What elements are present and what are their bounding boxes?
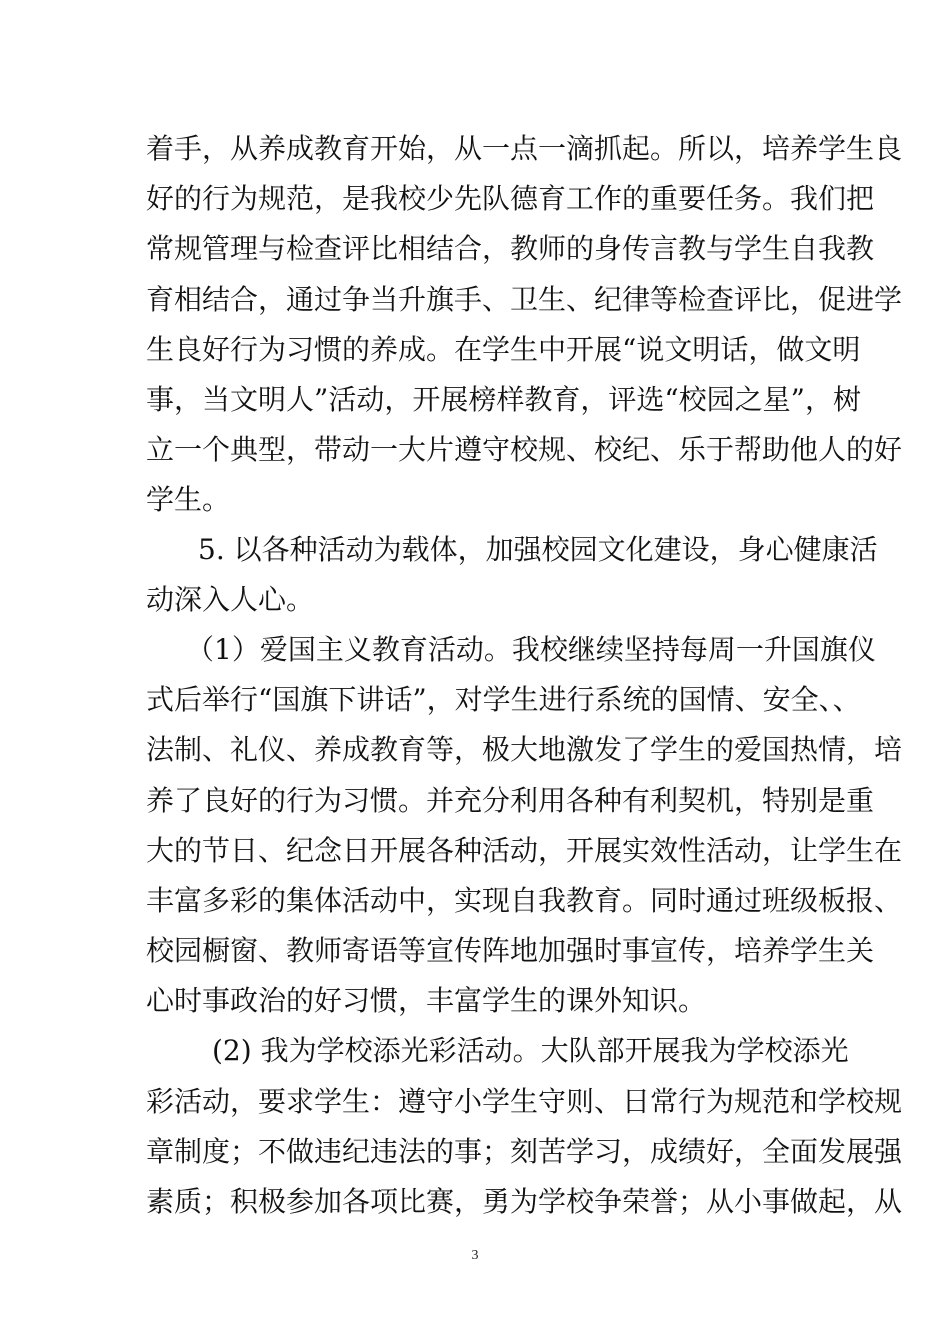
text-line: 素质；积极参加各项比赛，勇为学校争荣誉；从小事做起，从	[146, 1185, 903, 1218]
text-line: 法制、礼仪、养成教育等，极大地激发了学生的爱国热情，培	[146, 733, 903, 766]
text-line: 心时事政治的好习惯，丰富学生的课外知识。	[146, 984, 707, 1017]
text-line: 育相结合，通过争当升旗手、卫生、纪律等检查评比，促进学	[146, 283, 903, 316]
text-line: 事，当文明人”活动，开展榜样教育，评选“校园之星”，树	[146, 383, 861, 416]
text-line: （1）爱国主义教育活动。我校继续坚持每周一升国旗仪	[186, 633, 876, 666]
text-line: 养了良好的行为习惯。并充分利用各种有利契机，特别是重	[146, 784, 875, 817]
text-line: 常规管理与检查评比相结合，教师的身传言教与学生自我教	[146, 232, 875, 265]
text-line: 动深入人心。	[146, 583, 315, 616]
text-line: 式后举行“国旗下讲话”，对学生进行系统的国情、安全、、	[146, 683, 861, 716]
text-line: 丰富多彩的集体活动中，实现自我教育。同时通过班级板报、	[146, 884, 903, 917]
text-line: 章制度；不做违纪违法的事；刻苦学习，成绩好，全面发展强	[146, 1135, 903, 1168]
section-heading-line: 5. 以各种活动为载体，加强校园文化建设，身心健康活	[198, 533, 878, 566]
text-line: 生良好行为习惯的养成。在学生中开展“说文明话，做文明	[146, 333, 861, 366]
text-line: 好的行为规范，是我校少先队德育工作的重要任务。我们把	[146, 182, 875, 215]
page-number: 3	[471, 1248, 479, 1263]
text-line: 大的节日、纪念日开展各种活动，开展实效性活动，让学生在	[146, 834, 903, 867]
text-line: (2) 我为学校添光彩活动。大队部开展我为学校添光	[212, 1034, 849, 1067]
text-line: 学生。	[146, 483, 231, 516]
text-line: 校园橱窗、教师寄语等宣传阵地加强时事宣传，培养学生关	[146, 934, 875, 967]
text-line: 着手，从养成教育开始，从一点一滴抓起。所以，培养学生良	[146, 132, 903, 165]
text-line: 彩活动，要求学生：遵守小学生守则、日常行为规范和学校规	[146, 1085, 903, 1118]
text-line: 立一个典型，带动一大片遵守校规、校纪、乐于帮助他人的好	[146, 433, 903, 466]
